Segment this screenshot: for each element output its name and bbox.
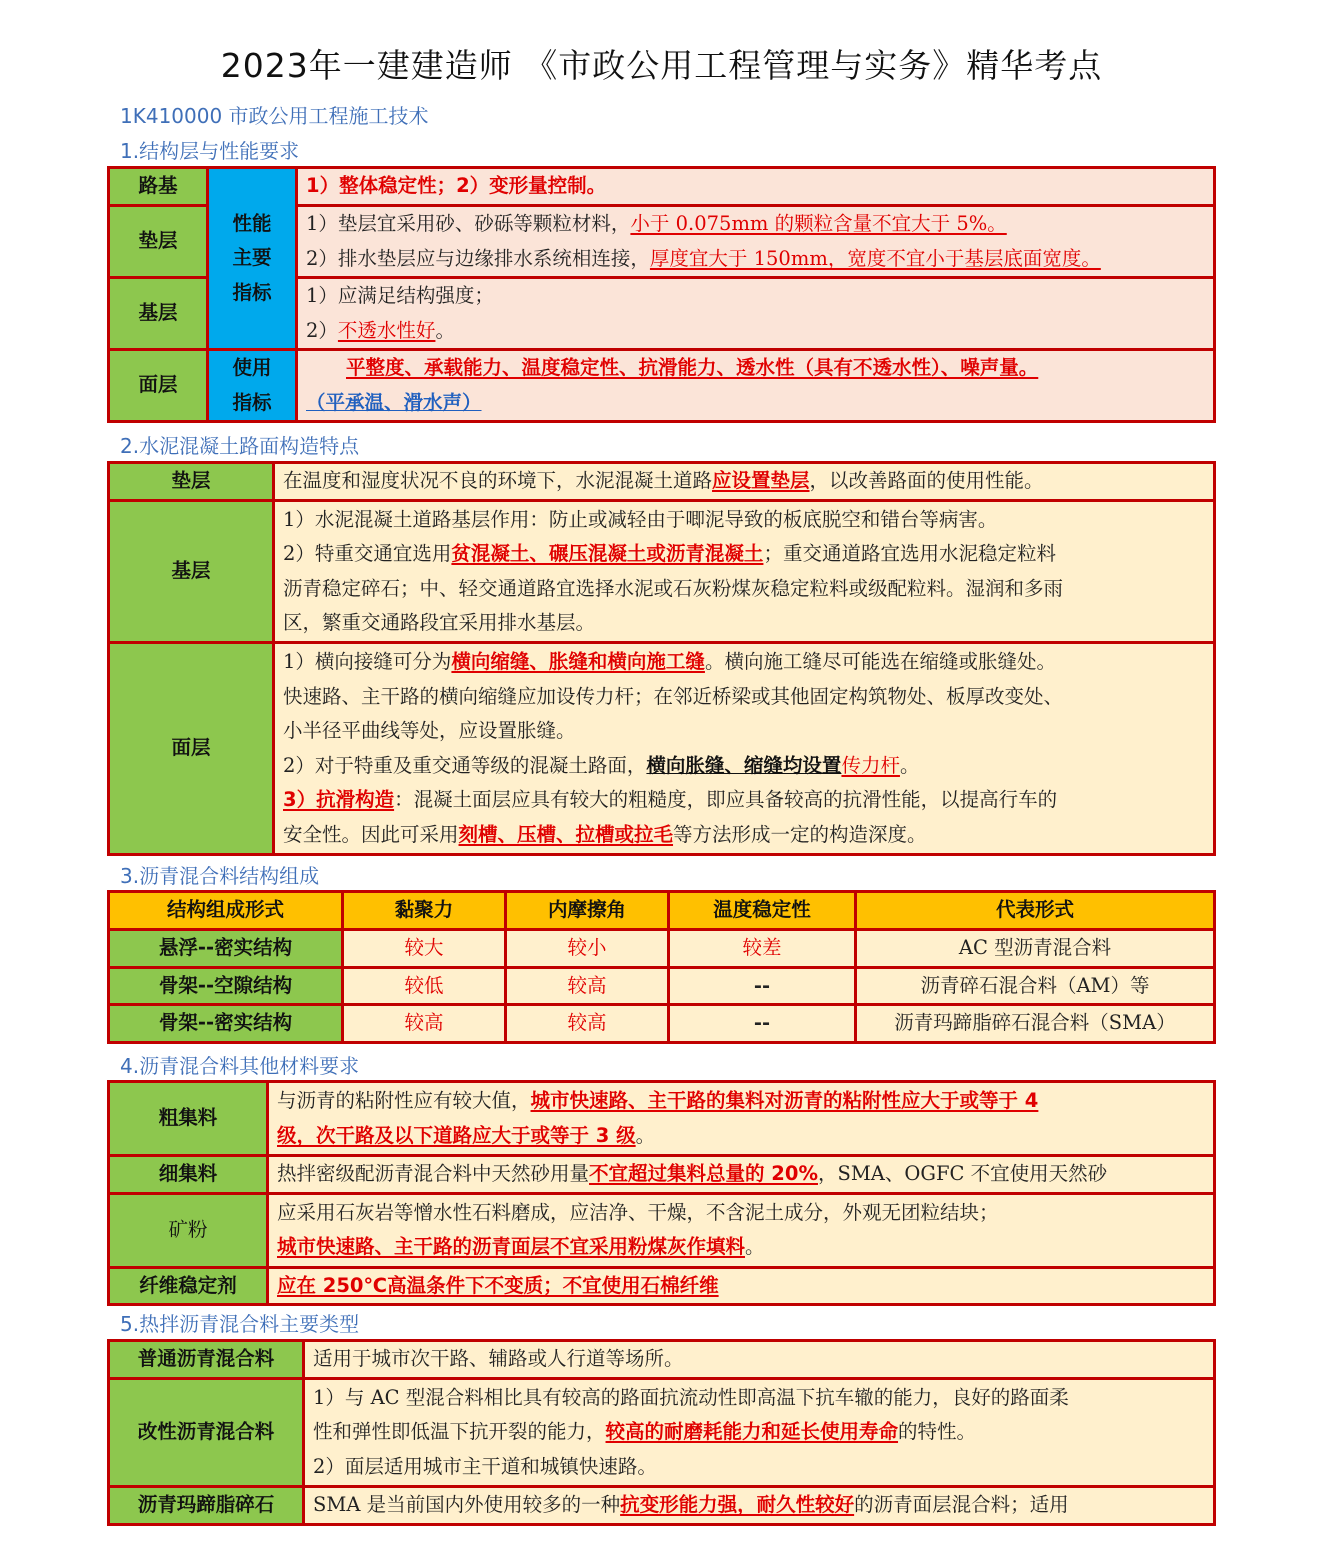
cell-text: 1）整体稳定性；2）变形量控制。 (297, 168, 1215, 206)
cell-text: 应在 250℃高温条件下不变质；不宜使用石棉纤维 (268, 1267, 1215, 1305)
row-label: 基层 (109, 278, 208, 350)
table-row (109, 1379, 1215, 1487)
cell-text: 1）应满足结构强度； 2）不透水性好。 (297, 278, 1215, 350)
concrete-pavement-table (107, 461, 1216, 856)
table-row (109, 350, 1215, 422)
row-label: 沥青玛蹄脂碎石 (109, 1487, 304, 1525)
indicator-use: 使用 指标 (208, 350, 297, 422)
section-3-heading: 3.沥青混合料结构组成 (120, 864, 320, 888)
cell: 较高 (343, 1005, 506, 1043)
row-label: 面层 (109, 643, 274, 855)
section-5-heading: 5.热拌沥青混合料主要类型 (120, 1312, 360, 1336)
column-header: 黏聚力 (343, 892, 506, 930)
row-label: 垫层 (109, 463, 274, 501)
row-label: 垫层 (109, 206, 208, 278)
table-row (109, 501, 1215, 643)
table-row (109, 463, 1215, 501)
row-label: 细集料 (109, 1156, 268, 1194)
cell: 悬浮--密实结构 (109, 930, 343, 968)
section-1-heading: 1.结构层与性能要求 (120, 139, 300, 163)
cell: 较大 (343, 930, 506, 968)
column-header: 内摩擦角 (506, 892, 669, 930)
table-row (109, 1487, 1215, 1525)
cell-text: 1）与 AC 型混合料相比具有较高的路面抗流动性即高温下抗车辙的能力，良好的路面柔 性和弹性即低温下抗开裂的能力，较高的耐磨耗能力和延长使用寿命的特性。 2）面层适用城市主干道和城镇快速路。 (304, 1379, 1215, 1487)
row-label: 矿粉 (109, 1193, 268, 1267)
row-label: 面层 (109, 350, 208, 422)
table-row (109, 168, 1215, 206)
table-row (109, 1193, 1215, 1267)
cell: 较差 (669, 930, 856, 968)
structure-layer-table (107, 166, 1216, 423)
row-label: 普通沥青混合料 (109, 1341, 304, 1379)
row-label: 基层 (109, 501, 274, 643)
cell: 沥青碎石混合料（AM）等 (856, 967, 1215, 1005)
row-label: 纤维稳定剂 (109, 1267, 268, 1305)
table-row (109, 643, 1215, 855)
cell-text: 平整度、承载能力、温度稳定性、抗滑能力、透水性（具有不透水性）、噪声量。 （平承温、滑水声） (297, 350, 1215, 422)
cell: AC 型沥青混合料 (856, 930, 1215, 968)
chapter-heading: 1K410000 市政公用工程施工技术 (120, 104, 429, 128)
row-label: 改性沥青混合料 (109, 1379, 304, 1487)
table-row (109, 1005, 1215, 1043)
indicator-perf: 性能 主要 指标 (208, 168, 297, 350)
table-header-row (109, 892, 1215, 930)
table-row (109, 930, 1215, 968)
cell-text: 1）垫层宜采用砂、砂砾等颗粒材料，小于 0.075mm 的颗粒含量不宜大于 5%。 2）排水垫层应与边缘排水系统相连接，厚度宜大于 150mm，宽度不宜小于基层底面宽度。 (297, 206, 1215, 278)
section-4-heading: 4.沥青混合料其他材料要求 (120, 1054, 360, 1078)
cell: 较低 (343, 967, 506, 1005)
cell-text: 应采用石灰岩等憎水性石料磨成，应洁净、干燥，不含泥土成分，外观无团粒结块； 城市快速路、主干路的沥青面层不宜采用粉煤灰作填料。 (268, 1193, 1215, 1267)
cell: 沥青玛蹄脂碎石混合料（SMA） (856, 1005, 1215, 1043)
cell: 骨架--密实结构 (109, 1005, 343, 1043)
table-row (109, 967, 1215, 1005)
column-header: 温度稳定性 (669, 892, 856, 930)
column-header: 结构组成形式 (109, 892, 343, 930)
cell-text: 与沥青的粘附性应有较大值，城市快速路、主干路的集料对沥青的粘附性应大于或等于 4 级，次干路及以下道路应大于或等于 3 级。 (268, 1082, 1215, 1156)
cell-text: 1）横向接缝可分为横向缩缝、胀缝和横向施工缝。横向施工缝尽可能选在缩缝或胀缝处。 快速路、主干路的横向缩缝应加设传力杆；在邻近桥梁或其他固定构筑物处、板厚改变处、 小半径平曲线等处，应设置胀缝。 2）对于特重及重交通等级的混凝土路面，横向胀缝、缩缝均设置传力杆。 3）抗滑构造：混凝土面层应具有较大的粗糙度，即应具备较高的抗滑性能，以提高行车的 安全性。因此可采用刻槽、压槽、拉槽或拉毛等方法形成一定的构造深度。 (274, 643, 1215, 855)
cell: -- (669, 1005, 856, 1043)
cell-text: 热拌密级配沥青混合料中天然砂用量不宜超过集料总量的 20%，SMA、OGFC 不宜使用天然砂 (268, 1156, 1215, 1194)
table-row (109, 1341, 1215, 1379)
table-row (109, 1267, 1215, 1305)
column-header: 代表形式 (856, 892, 1215, 930)
table-row (109, 1156, 1215, 1194)
cell-text: 在温度和湿度状况不良的环境下，水泥混凝土道路应设置垫层，以改善路面的使用性能。 (274, 463, 1215, 501)
table-row (109, 1082, 1215, 1156)
hot-mix-types-table (107, 1339, 1216, 1526)
asphalt-structure-table (107, 890, 1216, 1044)
cell: 较高 (506, 967, 669, 1005)
cell-text: SMA 是当前国内外使用较多的一种抗变形能力强，耐久性较好的沥青面层混合料；适用 (304, 1487, 1215, 1525)
row-label: 粗集料 (109, 1082, 268, 1156)
cell: 骨架--空隙结构 (109, 967, 343, 1005)
cell-text: 适用于城市次干路、辅路或人行道等场所。 (304, 1341, 1215, 1379)
section-2-heading: 2.水泥混凝土路面构造特点 (120, 434, 360, 458)
material-requirements-table (107, 1080, 1216, 1306)
cell: 较高 (506, 1005, 669, 1043)
document-title: 2023年一建建造师 《市政公用工程管理与实务》精华考点 (220, 46, 1103, 85)
row-label: 路基 (109, 168, 208, 206)
cell: 较小 (506, 930, 669, 968)
cell-text: 1）水泥混凝土道路基层作用：防止或减轻由于唧泥导致的板底脱空和错台等病害。 2）特重交通宜选用贫混凝土、碾压混凝土或沥青混凝土；重交通道路宜选用水泥稳定粒料 沥青稳定碎石；中、轻交通道路宜选择水泥或石灰粉煤灰稳定粒料或级配粒料。湿润和多雨 区，繁重交通路段宜采用排水基层。 (274, 501, 1215, 643)
cell: -- (669, 967, 856, 1005)
